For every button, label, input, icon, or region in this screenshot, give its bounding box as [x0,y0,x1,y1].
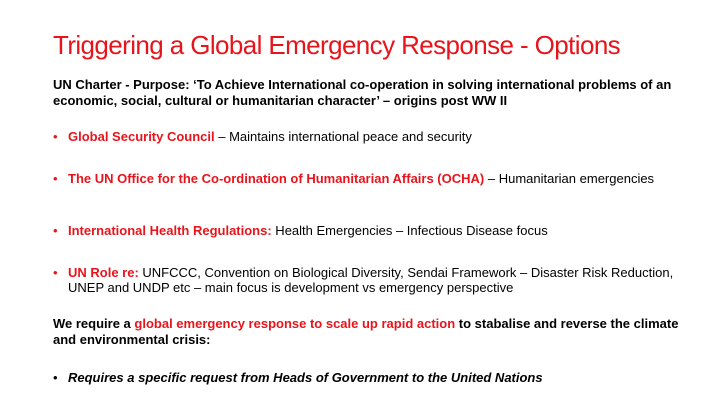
bullet-dot-icon: • [53,265,58,280]
closing-after: to stabalise and reverse the climate and environmental crisis: [53,316,679,347]
bullet-item-un-role [53,265,693,295]
closing-statement [53,316,693,348]
intro-text: UN Charter - Purpose: ‘To Achieve International co-operation in solving international problems of an economic, social, cultural or humanitarian character’ – origins post WW II [53,77,672,108]
bullet-item-security-council [53,129,693,144]
bullet-item-ocha [53,171,693,186]
bullet-dot-icon: • [53,370,58,385]
final-bullet-item [53,370,693,385]
closing-highlight: global emergency response to scale up rapid action [134,316,456,331]
bullet-text: Health Emergencies – Infectious Disease focus [271,223,548,238]
bullet-text: – Maintains international peace and security [214,129,472,144]
bullet-item-health-regulations [53,223,693,238]
bullet-label: Global Security Council [68,129,215,144]
bullet-label: UN Role re: [68,265,139,280]
final-bullet-text: Requires a specific request from Heads of Government to the United Nations [68,370,543,385]
bullet-dot-icon: • [53,129,58,144]
bullet-label: International Health Regulations: [68,223,272,238]
slide-title: Triggering a Global Emergency Response - Options [53,30,621,60]
bullet-label: The UN Office for the Co-ordination of Humanitarian Affairs (OCHA) [68,171,485,186]
bullet-text: UNFCCC, Convention on Biological Diversity, Sendai Framework – Disaster Risk Reduction, UNEP and UNDP etc – main focus is development vs emergency perspective [68,265,674,295]
closing-before: We require a [53,316,135,331]
bullet-dot-icon: • [53,171,58,186]
bullet-text: – Humanitarian emergencies [484,171,655,186]
bullet-dot-icon: • [53,223,58,238]
